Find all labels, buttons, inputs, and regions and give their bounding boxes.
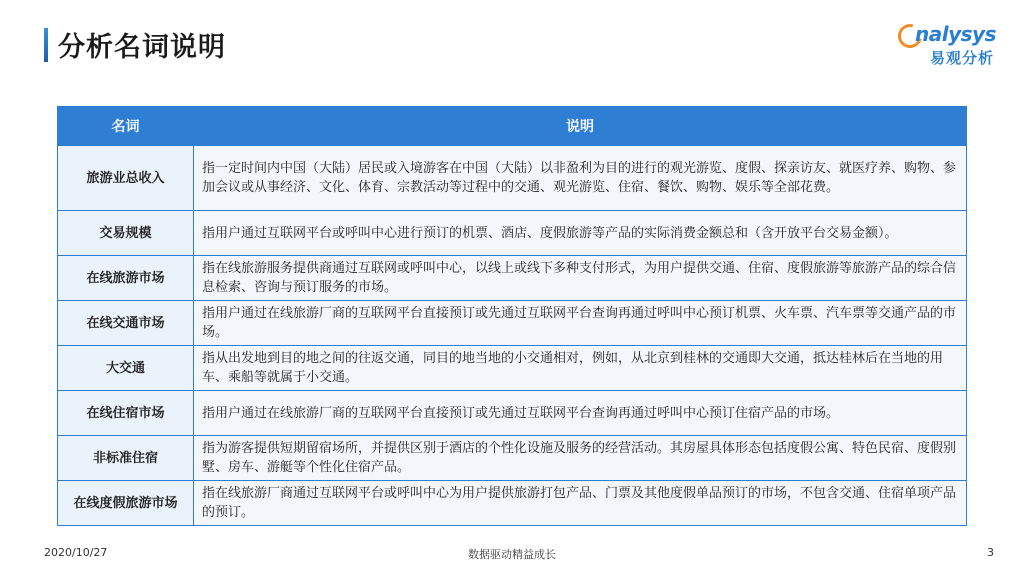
description-cell: 指用户通过在线旅游厂商的互联网平台直接预订或先通过互联网平台查询再通过呼叫中心预订住宿产品的市场。 <box>194 391 967 436</box>
description-cell: 指一定时间内中国（大陆）居民或入境游客在中国（大陆）以非盈利为目的进行的观光游览、度假、探亲访友、就医疗养、购物、参加会议或从事经济、文化、体育、宗教活动等过程中的交通、观光游览、住宿、餐饮、购物、娱乐等全部花费。 <box>194 146 967 211</box>
term-cell: 在线住宿市场 <box>58 391 194 436</box>
table-row <box>58 146 967 211</box>
term-cell: 在线交通市场 <box>58 301 194 346</box>
description-cell: 指从出发地到目的地之间的往返交通，同目的地当地的小交通相对，例如，从北京到桂林的交通即大交通，抵达桂林后在当地的用车、乘船等就属于小交通。 <box>194 346 967 391</box>
description-cell: 指在线旅游服务提供商通过互联网或呼叫中心，以线上或线下多种支付形式，为用户提供交通、住宿、度假旅游等旅游产品的综合信息检索、咨询与预订服务的市场。 <box>194 256 967 301</box>
footer-slogan: 数据驱动精益成长 <box>468 548 556 561</box>
description-cell: 指用户通过互联网平台或呼叫中心进行预订的机票、酒店、度假旅游等产品的实际消费金额总和（含开放平台交易金额）。 <box>194 211 967 256</box>
term-cell: 交易规模 <box>58 211 194 256</box>
term-cell: 旅游业总收入 <box>58 146 194 211</box>
term-cell: 在线度假旅游市场 <box>58 481 194 526</box>
term-cell: 非标准住宿 <box>58 436 194 481</box>
table-row <box>58 346 967 391</box>
header-term: 名词 <box>58 107 194 146</box>
table-row <box>58 301 967 346</box>
table-row <box>58 391 967 436</box>
page-title: 分析名词说明 <box>58 32 226 63</box>
header-description: 说明 <box>194 107 967 146</box>
description-cell: 指为游客提供短期留宿场所，并提供区别于酒店的个性化设施及服务的经营活动。其房屋具体形态包括度假公寓、特色民宿、度假别墅、房车、游艇等个性化住宿产品。 <box>194 436 967 481</box>
description-cell: 指在线旅游厂商通过互联网平台或呼叫中心为用户提供旅游打包产品、门票及其他度假单品预订的市场，不包含交通、住宿单项产品的预订。 <box>194 481 967 526</box>
logo-chinese: 易观分析 <box>929 49 994 67</box>
table-row <box>58 481 967 526</box>
term-cell: 在线旅游市场 <box>58 256 194 301</box>
title-accent-bar <box>44 28 48 62</box>
description-cell: 指用户通过在线旅游厂商的互联网平台直接预订或先通过互联网平台查询再通过呼叫中心预订机票、火车票、汽车票等交通产品的市场。 <box>194 301 967 346</box>
table-header-row <box>58 107 967 146</box>
term-cell: 大交通 <box>58 346 194 391</box>
logo-english: nalysys <box>915 22 996 46</box>
analysys-logo <box>900 22 996 74</box>
terms-table <box>57 106 967 526</box>
table-row <box>58 211 967 256</box>
table-row <box>58 256 967 301</box>
page-number: 3 <box>987 546 994 559</box>
footer-date: 2020/10/27 <box>44 546 108 559</box>
table-row <box>58 436 967 481</box>
